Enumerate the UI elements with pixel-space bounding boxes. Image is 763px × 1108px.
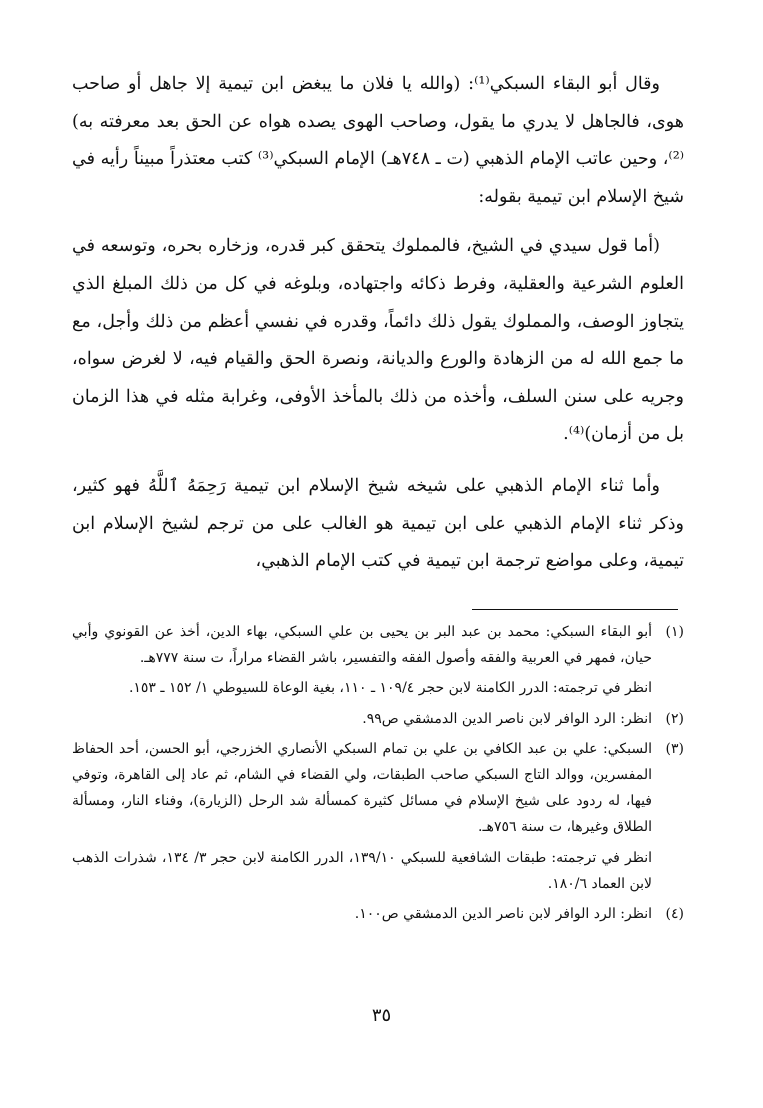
paragraph-1: وقال أبو البقاء السبكي⁽¹⁾: (والله يا فلان ما يبغض ابن تيمية إلا جاهل أو صاحب هوى، فالجاهل لا يدري ما يقول، وصاحب الهوى يصده هواه عن الحق بعد معرفته به)⁽²⁾، وحين عاتب الإمام الذهبي (ت ـ ٧٤٨هـ) الإمام السبكي⁽³⁾ كتب معتذراً مبيناً رأيه في شيخ الإسلام ابن تيمية بقوله: [72,74,685,207]
paragraph-2-quote: (أما قول سيدي في الشيخ، فالمملوك يتحقق كبر قدره، وزخاره بحره، وتوسعه في العلوم الشرعية والعقلية، وفرط ذكائه واجتهاده، وبلوغه في كل من ذلك المبلغ الذي يتجاوز الوصف، والمملوك يقول ذلك دائماً، وقدره في نفسي أعظم من ذلك وأجل، مع ما جمع الله له من الزهادة والورع والديانة، ونصرة الحق والقيام فيه، لا لغرض سواه، وجريه على سنن السلف، وأخذه من ذلك بالمأخذ الأوفى، وغرابة مثله في هذا الزمان بل من أزمان)⁽⁴⁾. [72,236,684,445]
main-text [72,66,684,581]
footnote-3 [72,736,684,897]
footnote-text: انظر: الرد الوافر لابن ناصر الدين الدمشقي ص١٠٠. [354,906,652,923]
footnote-number: (١) [665,624,684,640]
footnote-2 [72,706,684,732]
footnote-number: (٤) [665,906,684,923]
footnote-text: انظر: الرد الوافر لابن ناصر الدين الدمشقي ص٩٩. [362,710,652,727]
footnote-4 [72,901,684,927]
footnote-text: السبكي: علي بن عبد الكافي بن علي بن تمام السبكي الأنصاري الخزرجي، أبو الحسن، أحد الحفاظ المفسرين، ووالد التاج السبكي صاحب الطبقات، ولي القضاء في الشام، ثم عاد إلى القاهرة، وتوفي فيها، له ردود على شيخ الإسلام في مسائل كثيرة كمسألة شد الرحل (الزيارة)، وفناء النار، ومسألة الطلاق وغيرها، ت سنة ٧٥٦هـ. [72,740,652,836]
footnote-reference: انظر في ترجمته: الدرر الكامنة لابن حجر ١٠٩/٤ ـ ١١٠، بغية الوعاة للسيوطي ١/ ١٥٢ ـ ١٥٣. [128,680,652,697]
page-number: ٣٥ [371,1005,392,1026]
paragraph-3: وأما ثناء الإمام الذهبي على شيخه شيخ الإسلام ابن تيمية رَحِمَهُ ٱللَّهُ فهو كثير، وذكر ثناء الإمام الذهبي على ابن تيمية هو الغالب على من ترجم لشيخ الإسلام ابن تيمية، وعلى مواضع ترجمة ابن تيمية في كتب الإمام الذهبي، [72,475,684,572]
footnote-text: أبو البقاء السبكي: محمد بن عبد البر بن يحيى بن علي السبكي، بهاء الدين، أخذ عن القونوي وأبي حيان، فمهر في العربية والفقه وأصول الفقه والتفسير، باشر القضاء مراراً، ت سنة ٧٧٧هـ. [72,624,652,667]
footnote-number: (٣) [665,740,684,757]
footnote-1 [72,619,684,702]
footnote-reference: انظر في ترجمته: طبقات الشافعية للسبكي ١٣٩/١٠، الدرر الكامنة لابن حجر ٣/ ١٣٤، شذرات الذهب لابن العماد ١٨٠/٦. [72,849,652,892]
footnotes [72,619,684,931]
footnote-separator [472,609,678,610]
footnote-number: (٢) [665,710,684,727]
